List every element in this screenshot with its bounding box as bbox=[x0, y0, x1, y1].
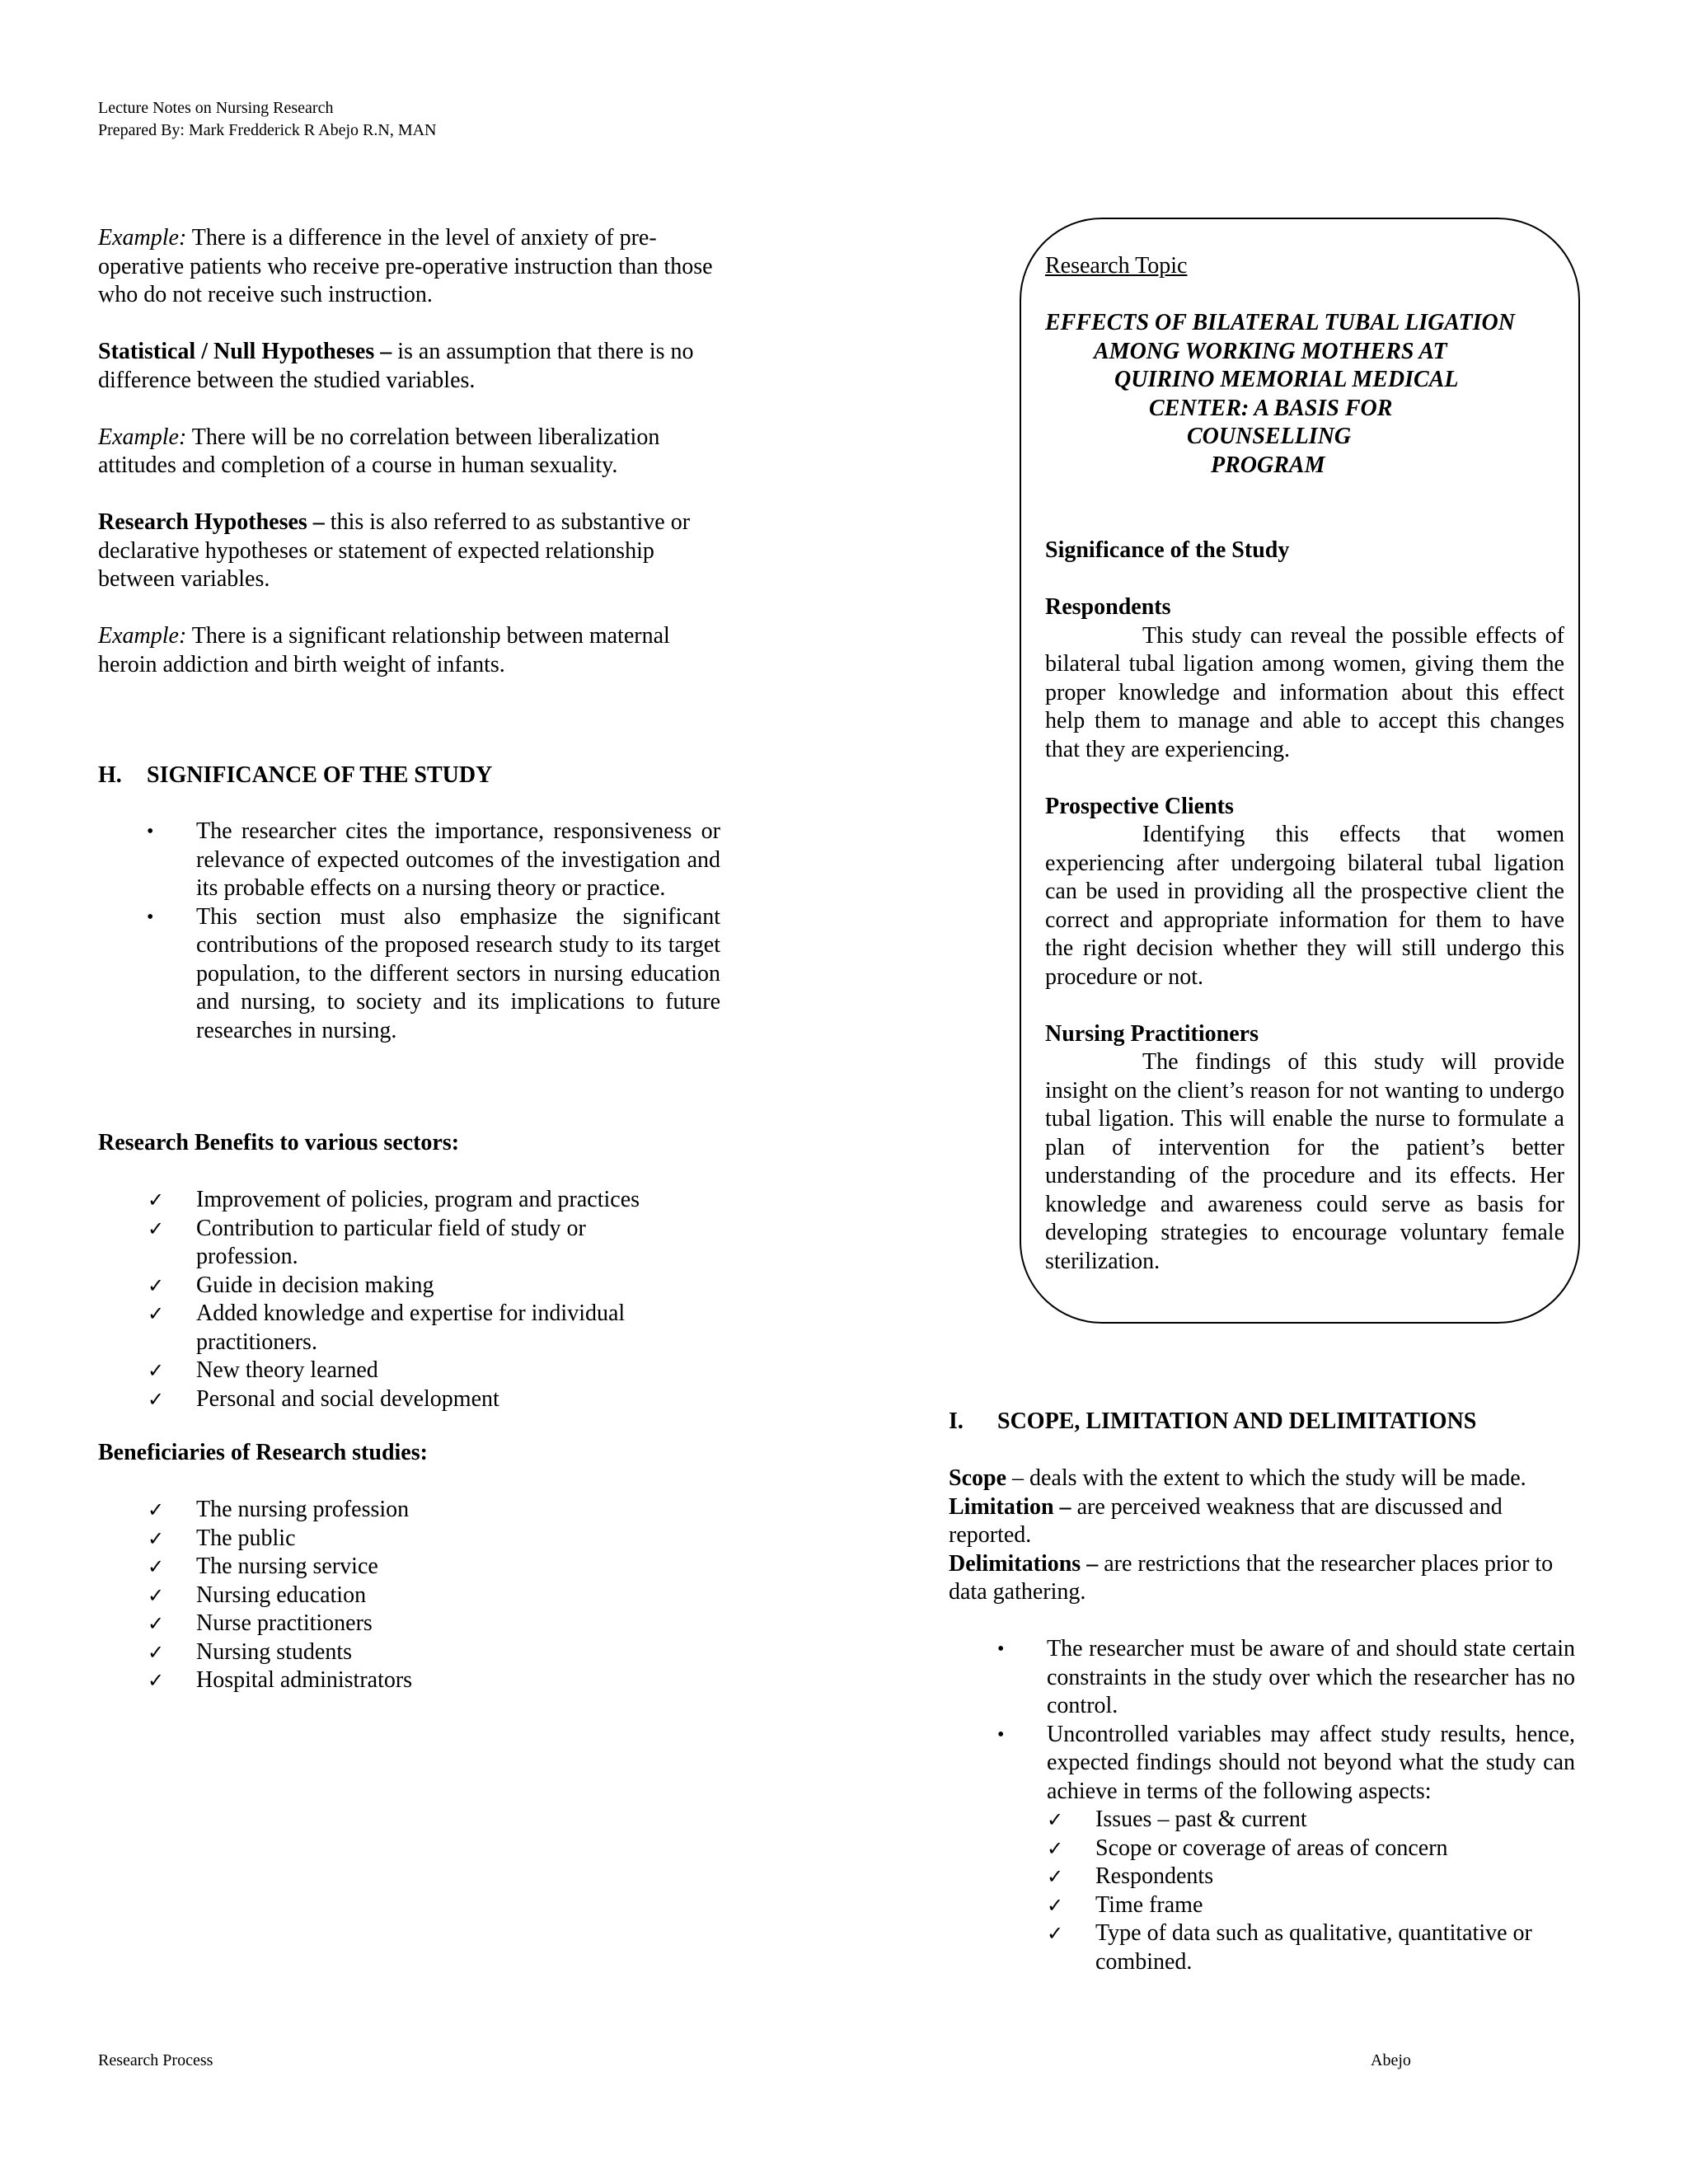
left-column bbox=[98, 224, 720, 679]
significance-content bbox=[1045, 537, 1564, 1276]
check-icon: ✓ bbox=[1047, 1808, 1064, 1831]
header-line-1: Lecture Notes on Nursing Research bbox=[98, 99, 334, 117]
page-header bbox=[98, 97, 437, 142]
research-topic-label: Research Topic bbox=[1045, 253, 1188, 279]
check-icon: ✓ bbox=[1047, 1893, 1064, 1917]
beneficiaries-list bbox=[148, 1496, 675, 1695]
research-topic-line: AMONG WORKING MOTHERS AT bbox=[1094, 338, 1447, 364]
section-i-bullets bbox=[949, 1635, 1575, 1806]
research-topic-line: QUIRINO MEMORIAL MEDICAL bbox=[1114, 367, 1459, 392]
list-item: • The researcher must be aware of and should state certain constraints in the study over which the researcher has no control. bbox=[997, 1636, 1575, 1718]
list-item: • This section must also emphasize the significant contributions of the proposed research study to its target population, to the different sectors in nursing education and nursing, to society and its implications to future researches in nursing. bbox=[147, 903, 720, 1043]
research-topic-line: EFFECTS OF BILATERAL TUBAL LIGATION bbox=[1045, 310, 1515, 335]
list-item: ✓ Improvement of policies, program and practices bbox=[148, 1186, 675, 1215]
check-icon: ✓ bbox=[1047, 1865, 1064, 1888]
nursing-practitioners-text: The findings of this study will provide insight on the client’s reason for not wanting to undergo tubal ligation. This will enable the nurse to formulate a plan of intervention for the patient’s better understanding of the procedure and its effects. Her knowledge and awareness could serve as basis for developing strategies to encourage voluntary female sterilization. bbox=[1045, 1049, 1564, 1274]
check-icon: ✓ bbox=[148, 1302, 165, 1325]
example-2: Example: There will be no correlation between liberalization attitudes and completion of a course in human sexuality. bbox=[98, 424, 660, 478]
list-item: ✓ Guide in decision making bbox=[148, 1272, 675, 1301]
check-icon: ✓ bbox=[148, 1612, 165, 1635]
research-topic-line: CENTER: A BASIS FOR bbox=[1149, 395, 1393, 421]
list-item: • The researcher cites the importance, responsiveness or relevance of expected outcomes of the investigation and its probable effects on a nursing theory or practice. bbox=[147, 818, 720, 901]
prospective-clients-text: Identifying this effects that women experiencing after undergoing bilateral tubal ligation can be used in providing all the prospective client the correct and appropriate information for them to have the right decision whether they will still undergo this procedure or not. bbox=[1045, 822, 1564, 990]
check-icon: ✓ bbox=[148, 1640, 165, 1664]
check-icon: ✓ bbox=[148, 1555, 165, 1578]
significance-title: Significance of the Study bbox=[1045, 537, 1290, 563]
section-i-heading: I. SCOPE, LIMITATION AND DELIMITATIONS bbox=[949, 1408, 1477, 1434]
list-item: ✓ The nursing profession bbox=[148, 1496, 675, 1525]
check-icon: ✓ bbox=[148, 1387, 165, 1411]
list-item: ✓ The nursing service bbox=[148, 1553, 675, 1582]
null-hypotheses-definition: Statistical / Null Hypotheses – is an assumption that there is no difference between the studied variables. bbox=[98, 339, 694, 393]
check-icon: ✓ bbox=[148, 1669, 165, 1692]
check-icon: ✓ bbox=[148, 1188, 165, 1212]
list-item: ✓ Type of data such as qualitative, quantitative or combined. bbox=[1047, 1920, 1532, 1975]
list-item: ✓ The public bbox=[148, 1525, 675, 1554]
header-line-2: Prepared By: Mark Fredderick R Abejo R.N, MAN bbox=[98, 121, 437, 139]
scope-definitions bbox=[949, 1465, 1575, 1607]
bullet-icon: • bbox=[147, 821, 154, 842]
example-3: Example: There is a significant relationship between maternal heroin addiction and birth weight of infants. bbox=[98, 623, 670, 677]
list-item: ✓ New theory learned bbox=[148, 1357, 675, 1385]
footer-right: Abejo bbox=[1371, 2051, 1411, 2069]
list-item: ✓ Scope or coverage of areas of concern bbox=[1047, 1835, 1591, 1863]
check-icon: ✓ bbox=[1047, 1836, 1064, 1860]
check-icon: ✓ bbox=[1047, 1922, 1064, 1945]
check-icon: ✓ bbox=[148, 1583, 165, 1607]
list-item: ✓ Contribution to particular field of study or profession. bbox=[148, 1215, 586, 1269]
list-item: ✓ Nursing students bbox=[148, 1638, 675, 1667]
check-icon: ✓ bbox=[148, 1526, 165, 1550]
section-h-bullets bbox=[98, 818, 720, 1045]
check-icon: ✓ bbox=[148, 1216, 165, 1240]
footer-left: Research Process bbox=[98, 2051, 213, 2069]
nursing-practitioners-title: Nursing Practitioners bbox=[1045, 1020, 1259, 1047]
research-hypotheses-definition: Research Hypotheses – this is also referred to as substantive or declarative hypotheses or statement of expected relationship between variables. bbox=[98, 509, 691, 592]
list-item: ✓ Hospital administrators bbox=[148, 1666, 675, 1695]
benefits-list bbox=[148, 1186, 675, 1413]
research-topic-line: COUNSELLING bbox=[1187, 424, 1352, 449]
aspects-list bbox=[1047, 1806, 1591, 1976]
respondents-title: Respondents bbox=[1045, 594, 1171, 620]
list-item: ✓ Time frame bbox=[1047, 1891, 1591, 1920]
bullet-icon: • bbox=[997, 1638, 1005, 1660]
benefits-title: Research Benefits to various sectors: bbox=[98, 1130, 460, 1155]
list-item: ✓ Respondents bbox=[1047, 1863, 1591, 1891]
check-icon: ✓ bbox=[148, 1498, 165, 1521]
limitation-definition: Limitation – are perceived weakness that are discussed and reported. bbox=[949, 1493, 1503, 1548]
list-item: • Uncontrolled variables may affect study results, hence, expected findings should not beyond what the study can achieve in terms of the following aspects: bbox=[997, 1721, 1575, 1804]
bullet-icon: • bbox=[147, 906, 154, 928]
list-item: ✓ Issues – past & current bbox=[1047, 1806, 1591, 1835]
example-1: Example: There is a difference in the level of anxiety of pre-operative patients who receive pre-operative instruction than those who do not receive such instruction. bbox=[98, 225, 713, 307]
list-item: ✓ Nursing education bbox=[148, 1582, 675, 1610]
check-icon: ✓ bbox=[148, 1359, 165, 1382]
research-topic-line: PROGRAM bbox=[1211, 452, 1325, 478]
list-item: ✓ Personal and social development bbox=[148, 1385, 675, 1414]
list-item: ✓ Added knowledge and expertise for individual practitioners. bbox=[148, 1301, 626, 1355]
prospective-clients-title: Prospective Clients bbox=[1045, 793, 1234, 819]
list-item: ✓ Nurse practitioners bbox=[148, 1610, 675, 1638]
check-icon: ✓ bbox=[148, 1273, 165, 1297]
research-topic-content bbox=[1045, 252, 1564, 480]
delimitations-definition: Delimitations – are restrictions that the researcher places prior to data gathering. bbox=[949, 1550, 1554, 1605]
scope-definition: Scope – deals with the extent to which the study will be made. bbox=[949, 1465, 1526, 1491]
beneficiaries-title: Beneficiaries of Research studies: bbox=[98, 1440, 428, 1465]
bullet-icon: • bbox=[997, 1723, 1005, 1746]
section-h-heading: H. SIGNIFICANCE OF THE STUDY bbox=[98, 762, 493, 788]
respondents-text: This study can reveal the possible effects of bilateral tubal ligation among women, giving them the proper knowledge and information about this effect help them to manage and able to accept this changes that they are experiencing. bbox=[1045, 622, 1564, 762]
